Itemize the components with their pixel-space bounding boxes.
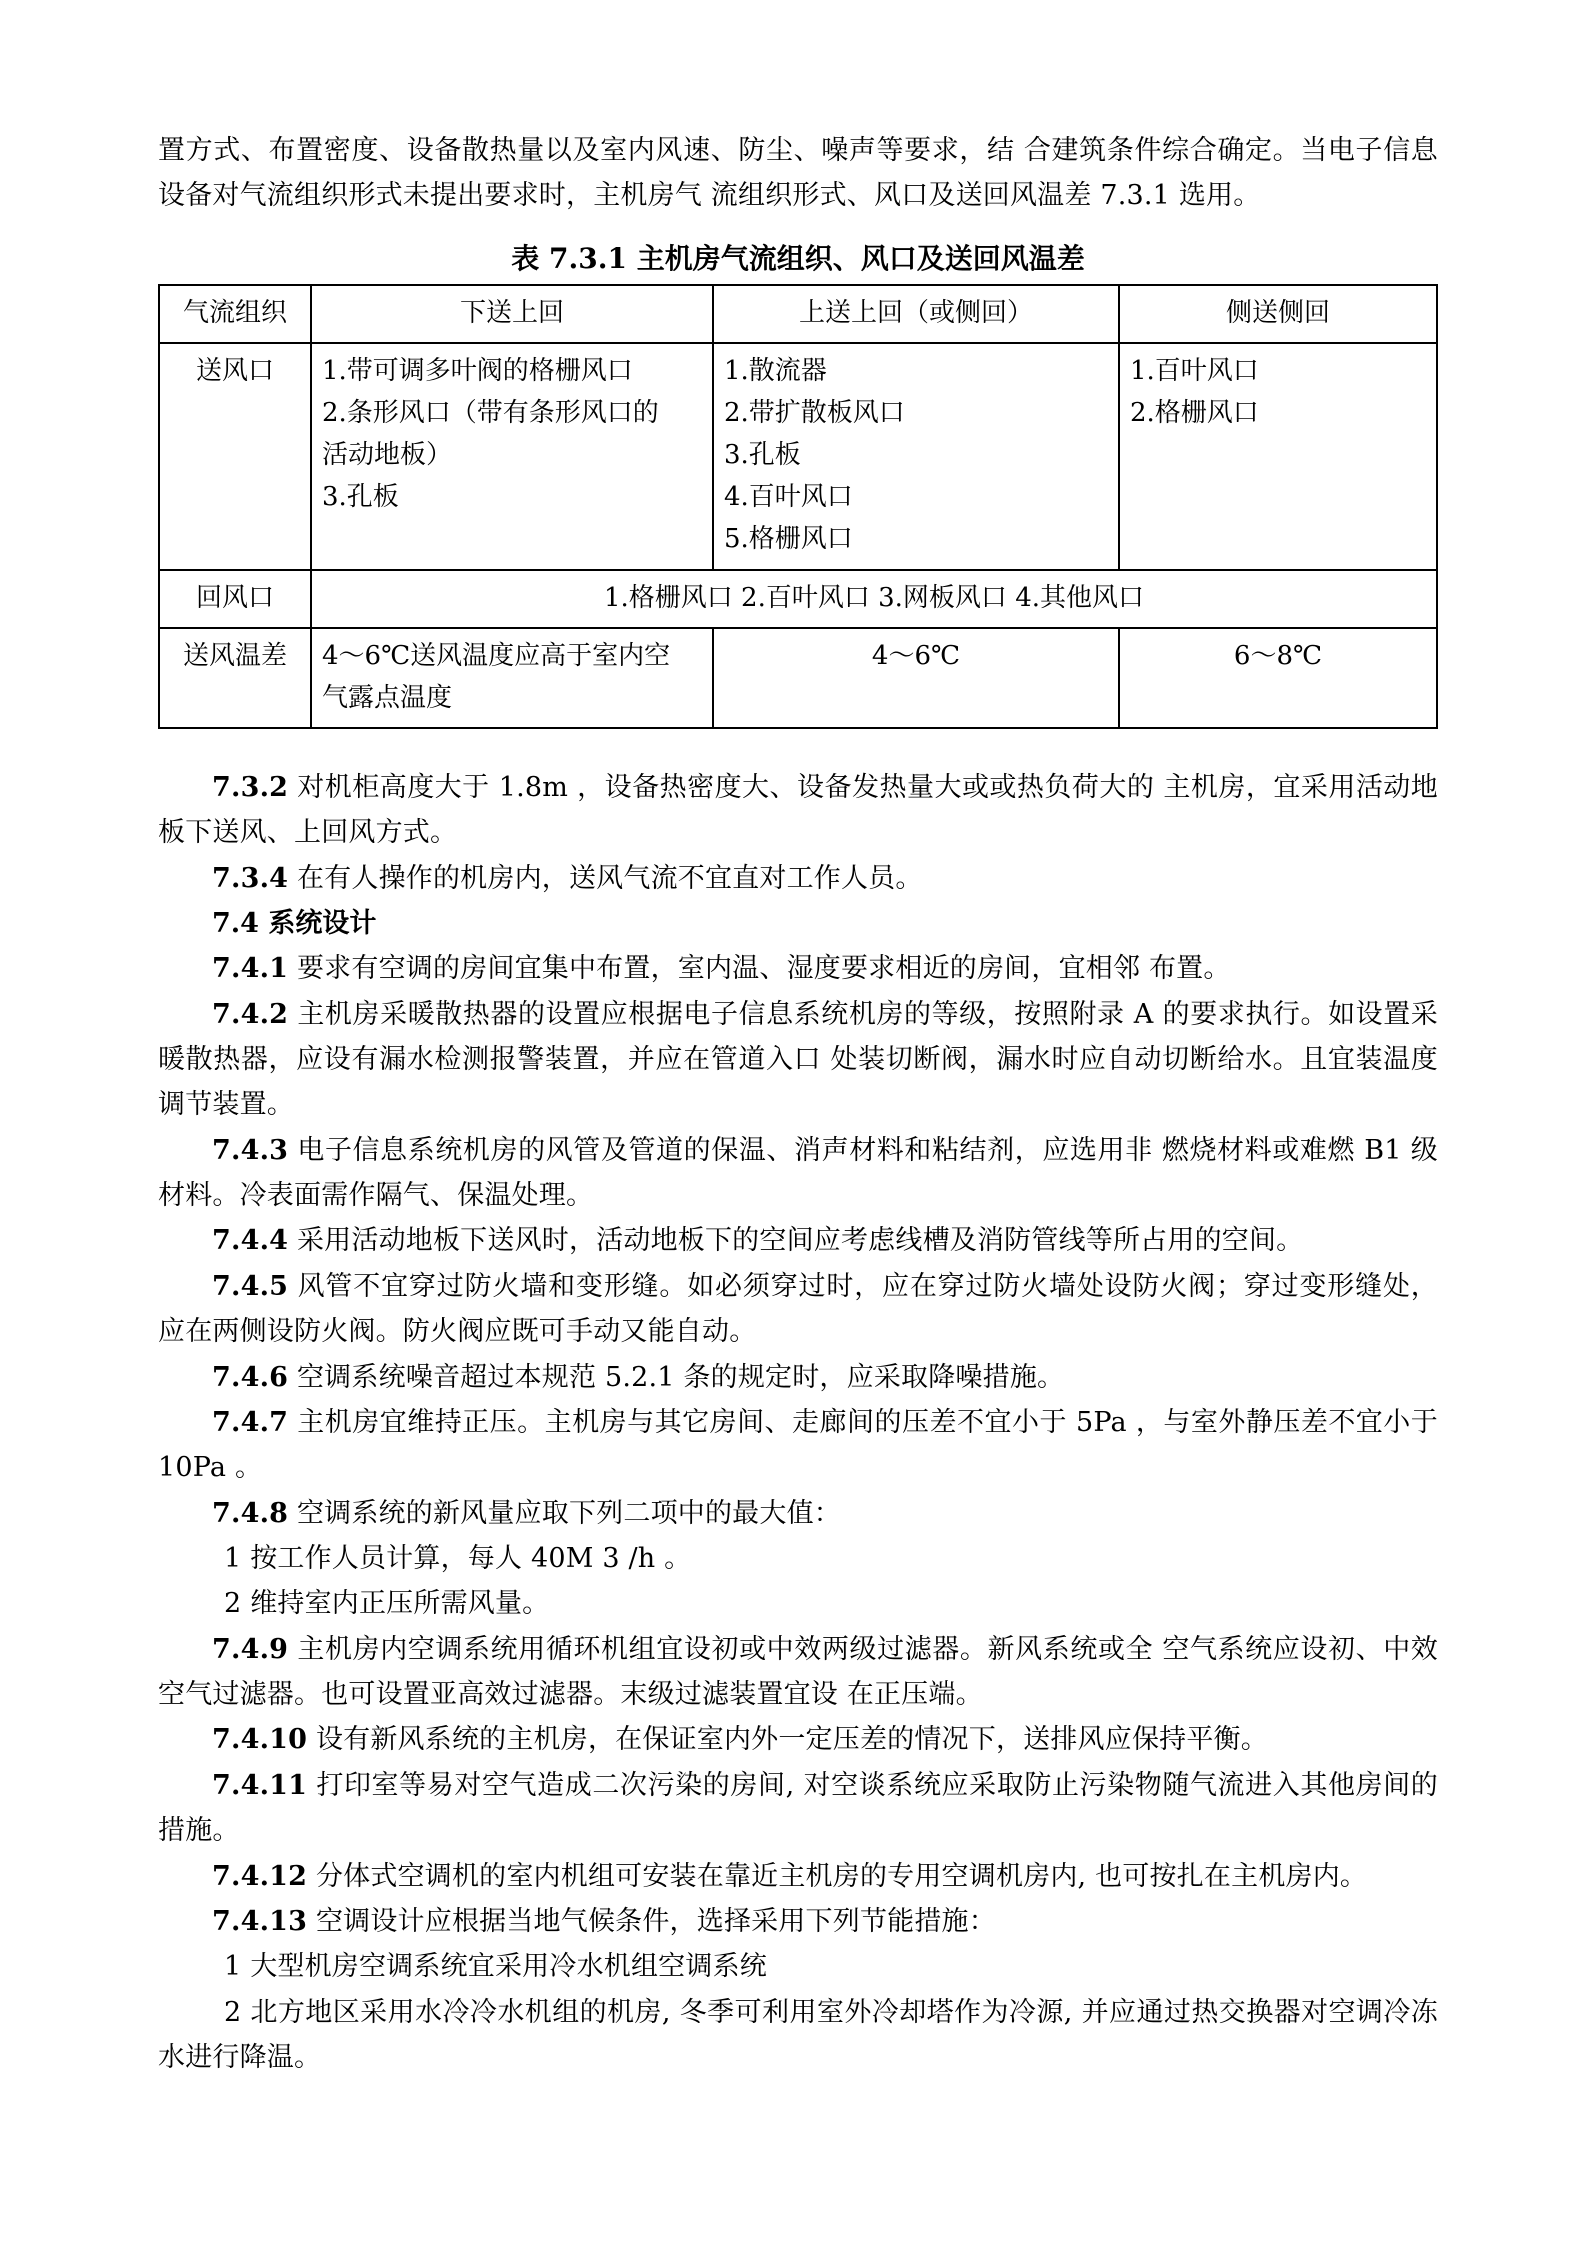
cell-line: 2.带扩散板风口 [724, 398, 905, 429]
clause-number: 7.4.7 [212, 1406, 289, 1438]
section-heading-7-4: 7.4 系统设计 [212, 907, 377, 939]
clause-number: 7.4.13 [212, 1905, 308, 1937]
clause-text: 采用活动地板下送风时，活动地板下的空间应考虑线槽及消防管线等所占用的空间。 [296, 1225, 1304, 1257]
table-caption: 表 7.3.1 主机房气流组织、风口及送回风温差 [511, 241, 1085, 275]
clause-7-4-1 [158, 946, 1438, 991]
clause-number: 7.4.9 [212, 1633, 289, 1665]
list-item-7-4-8-2 [158, 1581, 1438, 1626]
list-item-7-4-13-2 [158, 1990, 1438, 2081]
list-marker: 1 [224, 1543, 242, 1574]
clause-text: 分体式空调机的室内机组可安装在靠近主机房的专用空调机房内, 也可按扎在主机房内。 [315, 1860, 1368, 1892]
clause-number: 7.4.3 [212, 1134, 289, 1166]
clause-number: 7.4.1 [212, 953, 289, 985]
row-label-supply-outlet: 送风口 [159, 343, 311, 570]
clause-text: 设有新风系统的主机房，在保证室内外一定压差的情况下，送排风应保持平衡。 [315, 1724, 1268, 1756]
clause-number: 7.3.4 [212, 862, 289, 894]
clause-text: 在有人操作的机房内，送风气流不宜直对工作人员。 [296, 862, 923, 894]
cell-supply-side-side [1119, 343, 1437, 570]
cell-supply-up-up [713, 343, 1119, 570]
list-marker: 2 [224, 1588, 242, 1620]
clause-7-3-4 [158, 856, 1438, 901]
list-text: 按工作人员计算，每人 40M 3 /h 。 [250, 1543, 692, 1574]
clause-text: 主机房采暖散热器的设置应根据电子信息系统机房的等级，按照附录 A 的要求执行。如设置采暖散热器，应设有漏水检测报警装置，并应在管道入口 处装切断阀，漏水时应自动切断给水。且宜装温度调节装置。 [158, 998, 1438, 1121]
table-row [159, 570, 1437, 628]
cell-line: 2.条形风口（带有条形风口的 [322, 398, 659, 429]
table-header-row [159, 285, 1437, 343]
clause-7-4-4 [158, 1218, 1438, 1263]
list-text: 大型机房空调系统宜采用冷水机组空调系统 [250, 1951, 767, 1983]
clause-7-4-9 [158, 1627, 1438, 1718]
spacer [158, 729, 1438, 765]
table-header-cell-1: 气流组织 [159, 285, 311, 343]
intro-paragraph: 置方式、布置密度、设备散热量以及室内风速、防尘、噪声等要求，结 合建筑条件综合确定。当电子信息设备对气流组织形式未提出要求时，主机房气 流组织形式、风口及送回风温差 7.3.1 选用。 [158, 135, 1438, 212]
clause-7-4-5 [158, 1264, 1438, 1355]
cell-line: 3.孔板 [322, 482, 399, 513]
clause-number: 7.4.10 [212, 1724, 308, 1756]
clause-number: 7.4.12 [212, 1860, 308, 1892]
cell-line: 3.孔板 [724, 440, 801, 471]
table-header-cell-4: 侧送侧回 [1119, 285, 1437, 343]
clause-text: 电子信息系统机房的风管及管道的保温、消声材料和粘结剂，应选用非 燃烧材料或难燃 B1 级材料。冷表面需作隔气、保温处理。 [158, 1134, 1438, 1212]
clause-text: 空调设计应根据当地气候条件，选择采用下列节能措施： [315, 1905, 996, 1937]
table-row [159, 343, 1437, 570]
clause-number: 7.4.11 [212, 1769, 308, 1801]
clause-7-3-2 [158, 765, 1438, 856]
clause-number: 7.4.8 [212, 1497, 289, 1529]
clause-text: 主机房内空调系统用循环机组宜设初或中效两级过滤器。新风系统或全 空气系统应设初、中效空气过滤器。也可设置亚高效过滤器。末级过滤装置宜设 在正压端。 [158, 1633, 1438, 1711]
cell-line: 气露点温度 [322, 682, 453, 713]
document-body [158, 128, 1438, 2080]
clause-text: 主机房宜维持正压。主机房与其它房间、走廊间的压差不宜小于 5Pa ，与室外静压差不宜小于 10Pa 。 [158, 1406, 1438, 1484]
cell-return-merged: 1.格栅风口 2.百叶风口 3.网板风口 4.其他风口 [311, 570, 1437, 628]
cell-line: 5.格栅风口 [724, 524, 853, 555]
list-text: 北方地区采用水冷冷水机组的机房, 冬季可利用室外冷却塔作为冷源, 并应通过热交换器对空调冷冻水进行降温。 [158, 1996, 1438, 2073]
clause-7-4-6 [158, 1355, 1438, 1400]
table-header-cell-2: 下送上回 [311, 285, 713, 343]
spacer [158, 219, 1438, 225]
cell-line: 1.散流器 [724, 356, 827, 387]
clause-7-4-8 [158, 1491, 1438, 1536]
clause-number: 7.4.2 [212, 998, 289, 1030]
cell-line: 1.带可调多叶阀的格栅风口 [322, 356, 633, 387]
list-item-7-4-13-1 [158, 1944, 1438, 1989]
cell-line: 活动地板） [322, 440, 453, 471]
list-marker: 1 [224, 1951, 242, 1983]
cell-line: 2.格栅风口 [1130, 398, 1259, 429]
clause-text: 要求有空调的房间宜集中布置，室内温、湿度要求相近的房间，宜相邻 布置。 [296, 953, 1231, 985]
cell-line: 1.百叶风口 [1130, 356, 1259, 387]
clause-text: 对机柜高度大于 1.8m ，设备热密度大、设备发热量大或或热负荷大的 主机房，宜采用活动地板下送风、上回风方式。 [158, 771, 1438, 849]
list-item-7-4-8-1 [158, 1536, 1438, 1581]
table-header-cell-3: 上送上回（或侧回） [713, 285, 1119, 343]
cell-supply-down-up [311, 343, 713, 570]
clause-7-4-3 [158, 1128, 1438, 1219]
clause-7-4-12 [158, 1854, 1438, 1899]
clause-7-4-2 [158, 992, 1438, 1128]
clause-text: 空调系统噪音超过本规范 5.2.1 条的规定时，应采取降噪措施。 [296, 1361, 1065, 1393]
cell-temp-side-side: 6～8℃ [1119, 628, 1437, 728]
clause-number: 7.4.5 [212, 1270, 289, 1302]
cell-temp-up-up: 4～6℃ [713, 628, 1119, 728]
list-marker: 2 [224, 1996, 242, 2028]
clause-number: 7.4.4 [212, 1225, 289, 1257]
row-label-temp-diff: 送风温差 [159, 628, 311, 728]
clause-text: 打印室等易对空气造成二次污染的房间, 对空谈系统应采取防止污染物随气流进入其他房间的措施。 [158, 1769, 1438, 1847]
clause-text: 风管不宜穿过防火墙和变形缝。如必须穿过时，应在穿过防火墙处设防火阀；穿过变形缝处，应在两侧设防火阀。防火阀应既可手动又能自动。 [158, 1270, 1438, 1348]
cell-line: 4～6℃送风温度应高于室内空 [322, 640, 671, 671]
clause-7-4-11 [158, 1763, 1438, 1854]
clause-7-4-13 [158, 1899, 1438, 1944]
table-row [159, 628, 1437, 728]
clause-7-4-7 [158, 1400, 1438, 1491]
clause-number: 7.4.6 [212, 1361, 289, 1393]
clause-text: 空调系统的新风量应取下列二项中的最大值： [296, 1497, 841, 1529]
cell-temp-down-up [311, 628, 713, 728]
row-label-return-outlet: 回风口 [159, 570, 311, 628]
list-text: 维持室内正压所需风量。 [250, 1588, 550, 1620]
clause-number: 7.3.2 [212, 771, 289, 803]
clause-7-4-10 [158, 1717, 1438, 1762]
cell-line: 4.百叶风口 [724, 482, 853, 513]
airflow-table [158, 284, 1438, 729]
